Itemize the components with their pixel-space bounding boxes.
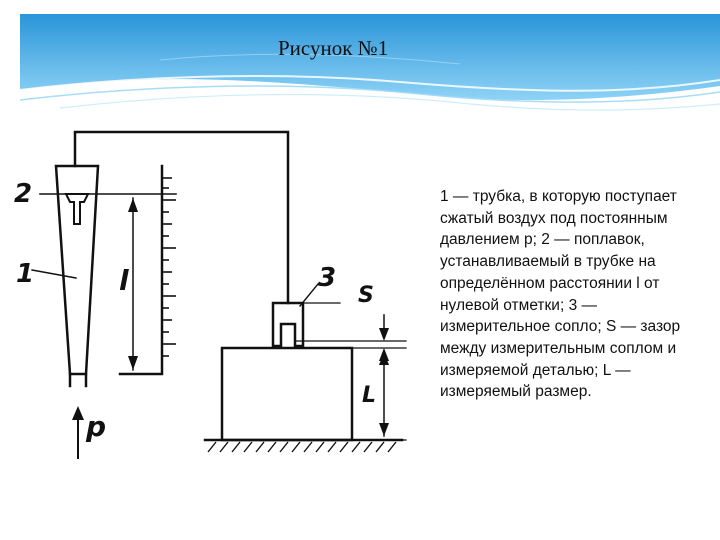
arrowheads <box>72 198 389 436</box>
label-distance: l <box>119 264 129 297</box>
slide-header <box>0 0 720 120</box>
label-nozzle: 3 <box>318 263 337 293</box>
label-pressure: p <box>86 410 107 443</box>
figure-caption: 1 — трубка, в которую поступает сжатый воздух под постоянным давлением p; 2 — поплавок, устанавливаемый в трубке на определённом расстоянии l от нулевой отметки; 3 — измерительное сопло; S — зазор между измерительным соплом и измеряемой деталью; L — измеряемый размер. <box>440 188 681 401</box>
measured-part <box>222 348 352 440</box>
tube <box>56 166 98 374</box>
base-hatching <box>208 442 396 452</box>
nozzle <box>273 303 303 346</box>
pneumatic-gauge-diagram <box>0 120 430 480</box>
label-gap: S <box>358 283 374 308</box>
label-size: L <box>362 383 377 408</box>
air-pipe <box>75 132 288 303</box>
scale-ticks <box>162 178 176 356</box>
label-tube: 1 <box>16 259 35 289</box>
tube-outlet <box>70 374 86 386</box>
float <box>66 194 88 224</box>
label-float: 2 <box>14 179 33 209</box>
slide-title: Рисунок №1 <box>278 36 389 60</box>
